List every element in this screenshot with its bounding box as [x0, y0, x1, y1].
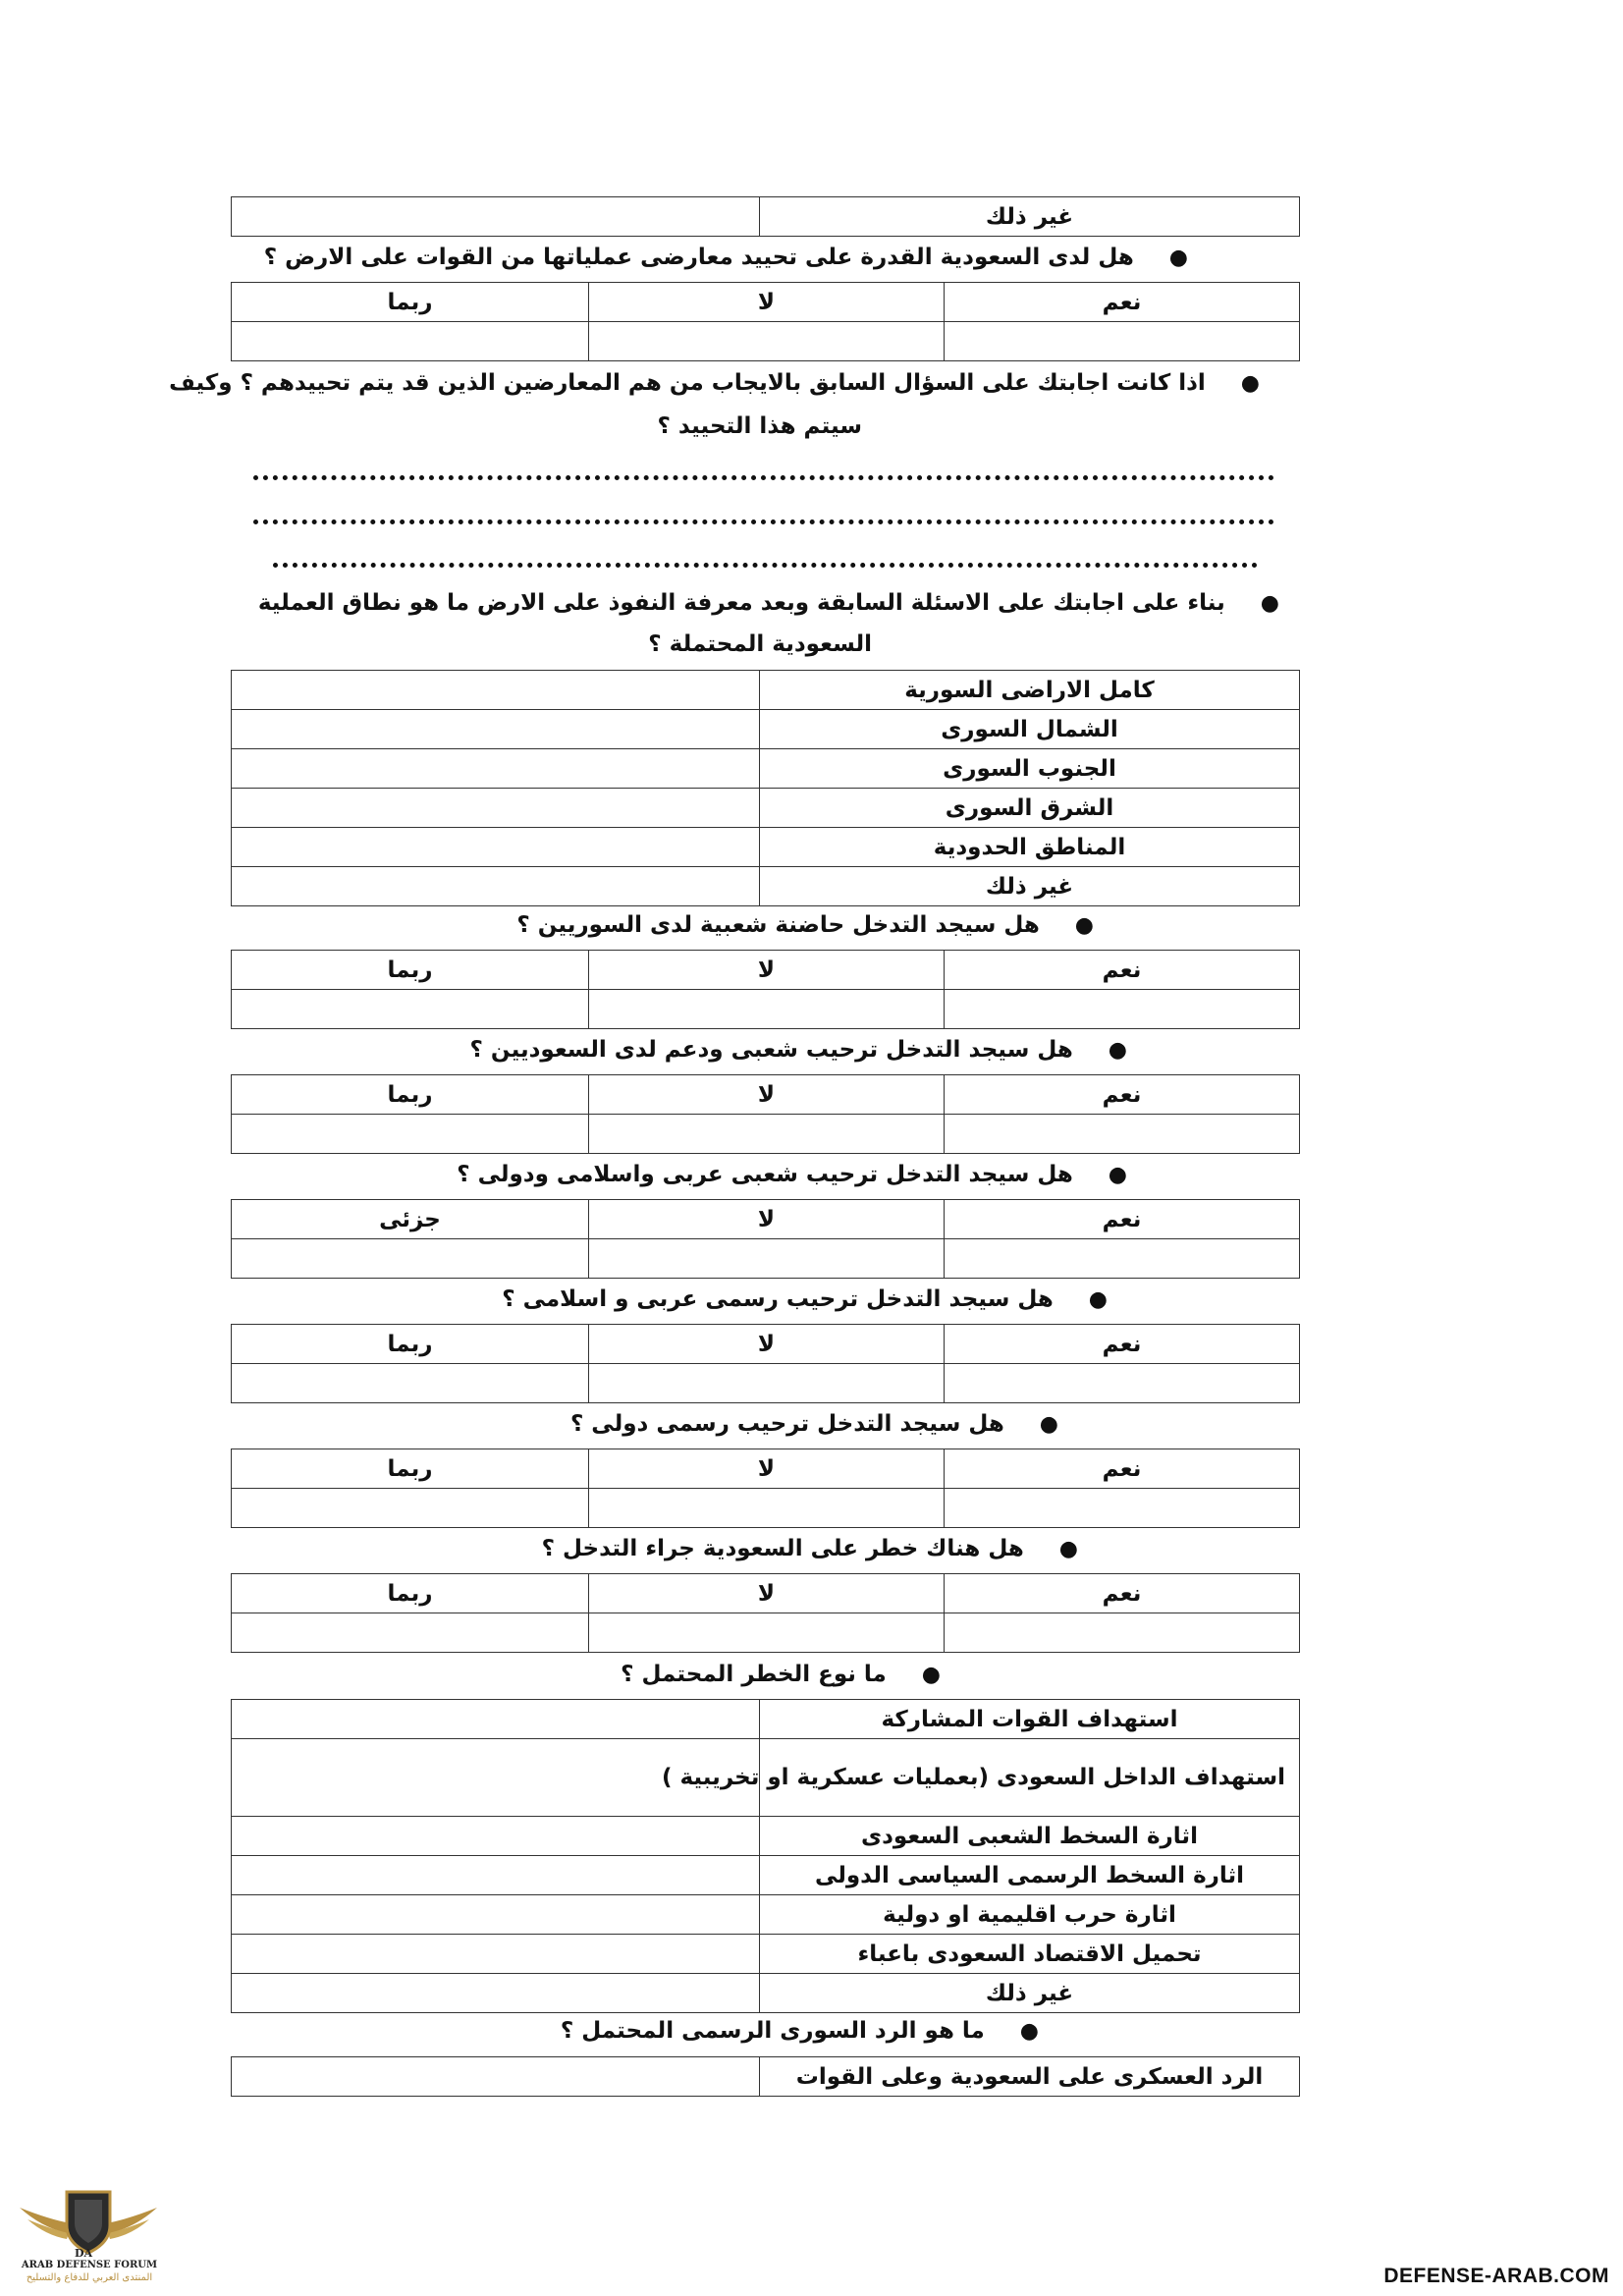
answer-cell-maybe[interactable]: [232, 1613, 589, 1653]
answer-cell-yes[interactable]: [945, 1489, 1300, 1528]
answer-cell-no[interactable]: [589, 1115, 945, 1154]
bullet-icon: ●: [1260, 591, 1279, 616]
option-partial: جزئى: [232, 1200, 589, 1239]
danger-option: غير ذلك: [760, 1974, 1300, 2013]
answer-cell[interactable]: [232, 749, 760, 789]
answer-cell-yes[interactable]: [945, 1364, 1300, 1403]
response-options-table: [231, 2056, 1300, 2097]
option-no: لا: [589, 1449, 945, 1489]
answer-cell[interactable]: [232, 671, 760, 710]
question-neutralize: ●هل لدى السعودية القدرة على تحييد معارضى عملياتها من القوات على الارض ؟: [264, 236, 1188, 280]
option-maybe: ربما: [232, 1449, 589, 1489]
bullet-icon: ●: [1019, 2019, 1039, 2044]
scope-option: كامل الاراضى السورية: [760, 671, 1300, 710]
answer-cell-no[interactable]: [589, 322, 945, 361]
answer-table-intl-official: [231, 1449, 1300, 1528]
option-no: لا: [589, 951, 945, 990]
top-other-table: [231, 196, 1300, 237]
answer-table-arab-official: [231, 1324, 1300, 1403]
question-syrian-response: ●ما هو الرد السورى الرسمى المحتمل ؟: [561, 2009, 1039, 2053]
answer-cell-yes[interactable]: [945, 322, 1300, 361]
question-scope: ●بناء على اجابتك على الاسئلة السابقة وبعد معرفة النفوذ على الارض ما هو نطاق العملية: [258, 581, 1279, 626]
option-no: لا: [589, 1075, 945, 1115]
bullet-icon: ●: [1088, 1287, 1108, 1312]
answer-cell[interactable]: [232, 828, 760, 867]
option-maybe: ربما: [232, 1075, 589, 1115]
bullet-icon: ●: [1074, 913, 1094, 938]
option-yes: نعم: [945, 1325, 1300, 1364]
scope-options-table: [231, 670, 1300, 906]
answer-line-2[interactable]: [253, 519, 1274, 524]
answer-table-syrian-support: [231, 950, 1300, 1029]
danger-option: تحميل الاقتصاد السعودى باعباء: [760, 1935, 1300, 1974]
answer-cell[interactable]: [232, 1817, 760, 1856]
answer-cell[interactable]: [232, 1856, 760, 1895]
answer-table-arab-popular: [231, 1199, 1300, 1279]
answer-table-danger: [231, 1573, 1300, 1653]
bullet-icon: ●: [1108, 1163, 1127, 1187]
answer-cell-no[interactable]: [589, 990, 945, 1029]
option-maybe: ربما: [232, 1325, 589, 1364]
danger-options-table: [231, 1699, 1300, 2013]
question-arab-official: ●هل سيجد التدخل ترحيب رسمى عربى و اسلامى ؟: [502, 1278, 1108, 1322]
option-maybe: ربما: [232, 951, 589, 990]
danger-option: اثارة السخط الشعبى السعودى: [760, 1817, 1300, 1856]
answer-table-neutralize: [231, 282, 1300, 361]
scope-option: الشرق السورى: [760, 789, 1300, 828]
logo-org-en: ARAB DEFENSE FORUM: [21, 2260, 158, 2270]
option-yes: نعم: [945, 1574, 1300, 1613]
question-danger: ●هل هناك خطر على السعودية جراء التدخل ؟: [542, 1527, 1078, 1571]
danger-option: استهداف الداخل السعودى (بعمليات عسكرية او تخريبية ): [760, 1739, 1300, 1817]
answer-cell-no[interactable]: [589, 1239, 945, 1279]
option-yes: نعم: [945, 1449, 1300, 1489]
danger-option: اثارة حرب اقليمية او دولية: [760, 1895, 1300, 1935]
response-option: الرد العسكرى على السعودية وعلى القوات: [760, 2057, 1300, 2097]
answer-cell[interactable]: [232, 2057, 760, 2097]
question-arab-popular: ●هل سيجد التدخل ترحيب شعبى عربى واسلامى ودولى ؟: [457, 1153, 1127, 1197]
answer-cell[interactable]: [232, 789, 760, 828]
scope-option: الجنوب السورى: [760, 749, 1300, 789]
question-who-line2: سيتم هذا التحييد ؟: [657, 413, 862, 439]
option-yes: نعم: [945, 1200, 1300, 1239]
forum-logo: [10, 2178, 167, 2288]
question-saudi-support: ●هل سيجد التدخل ترحيب شعبى ودعم لدى السعوديين ؟: [470, 1028, 1127, 1072]
question-scope-line2: السعودية المحتملة ؟: [648, 631, 872, 657]
option-no: لا: [589, 1574, 945, 1613]
scope-option: غير ذلك: [760, 867, 1300, 906]
answer-cell-no[interactable]: [589, 1613, 945, 1653]
answer-cell-no[interactable]: [589, 1364, 945, 1403]
bullet-icon: ●: [1058, 1537, 1078, 1561]
bullet-icon: ●: [1108, 1038, 1127, 1063]
bullet-icon: ●: [1039, 1412, 1058, 1437]
answer-cell-yes[interactable]: [945, 990, 1300, 1029]
answer-cell-no[interactable]: [589, 1489, 945, 1528]
answer-cell-yes[interactable]: [945, 1613, 1300, 1653]
option-yes: نعم: [945, 283, 1300, 322]
option-no: لا: [589, 283, 945, 322]
bullet-icon: ●: [921, 1663, 941, 1687]
answer-cell-maybe[interactable]: [232, 1364, 589, 1403]
answer-line-3[interactable]: [273, 563, 1258, 568]
answer-cell-yes[interactable]: [945, 1239, 1300, 1279]
option-no: لا: [589, 1325, 945, 1364]
logo-org-ar: المنتدى العربي للدفاع والتسليح: [26, 2272, 153, 2283]
option-yes: نعم: [945, 1075, 1300, 1115]
bullet-icon: ●: [1240, 371, 1260, 396]
answer-cell-maybe[interactable]: [232, 322, 589, 361]
answer-line-1[interactable]: [253, 475, 1274, 480]
footer-url[interactable]: DEFENSE-ARAB.COM: [1383, 2265, 1609, 2287]
answer-cell-yes[interactable]: [945, 1115, 1300, 1154]
scope-option: الشمال السورى: [760, 710, 1300, 749]
option-maybe: ربما: [232, 1574, 589, 1613]
option-label: غير ذلك: [760, 197, 1300, 237]
answer-cell-maybe[interactable]: [232, 1115, 589, 1154]
answer-cell[interactable]: [232, 197, 760, 237]
answer-cell[interactable]: [232, 710, 760, 749]
answer-cell[interactable]: [232, 1895, 760, 1935]
question-who: ●اذا كانت اجابتك على السؤال السابق بالايجاب من هم المعارضين الذين قد يتم تحييدهم ؟ وكيف: [169, 361, 1260, 406]
answer-cell[interactable]: [232, 1935, 760, 1974]
danger-option: اثارة السخط الرسمى السياسى الدولى: [760, 1856, 1300, 1895]
question-intl-official: ●هل سيجد التدخل ترحيب رسمى دولى ؟: [570, 1402, 1058, 1447]
answer-cell-partial[interactable]: [232, 1239, 589, 1279]
scope-option: المناطق الحدودية: [760, 828, 1300, 867]
answer-cell[interactable]: [232, 1700, 760, 1739]
option-yes: نعم: [945, 951, 1300, 990]
question-danger-type: ●ما نوع الخطر المحتمل ؟: [621, 1653, 941, 1697]
answer-cell[interactable]: [232, 1974, 760, 2013]
danger-option: استهداف القوات المشاركة: [760, 1700, 1300, 1739]
option-no: لا: [589, 1200, 945, 1239]
answer-cell-maybe[interactable]: [232, 990, 589, 1029]
option-maybe: ربما: [232, 283, 589, 322]
logo-mark: DA: [75, 2247, 93, 2260]
answer-cell-maybe[interactable]: [232, 1489, 589, 1528]
bullet-icon: ●: [1168, 246, 1188, 270]
answer-cell[interactable]: [232, 867, 760, 906]
question-syrian-support: ●هل سيجد التدخل حاضنة شعبية لدى السوريين ؟: [516, 903, 1094, 948]
answer-table-saudi-support: [231, 1074, 1300, 1154]
